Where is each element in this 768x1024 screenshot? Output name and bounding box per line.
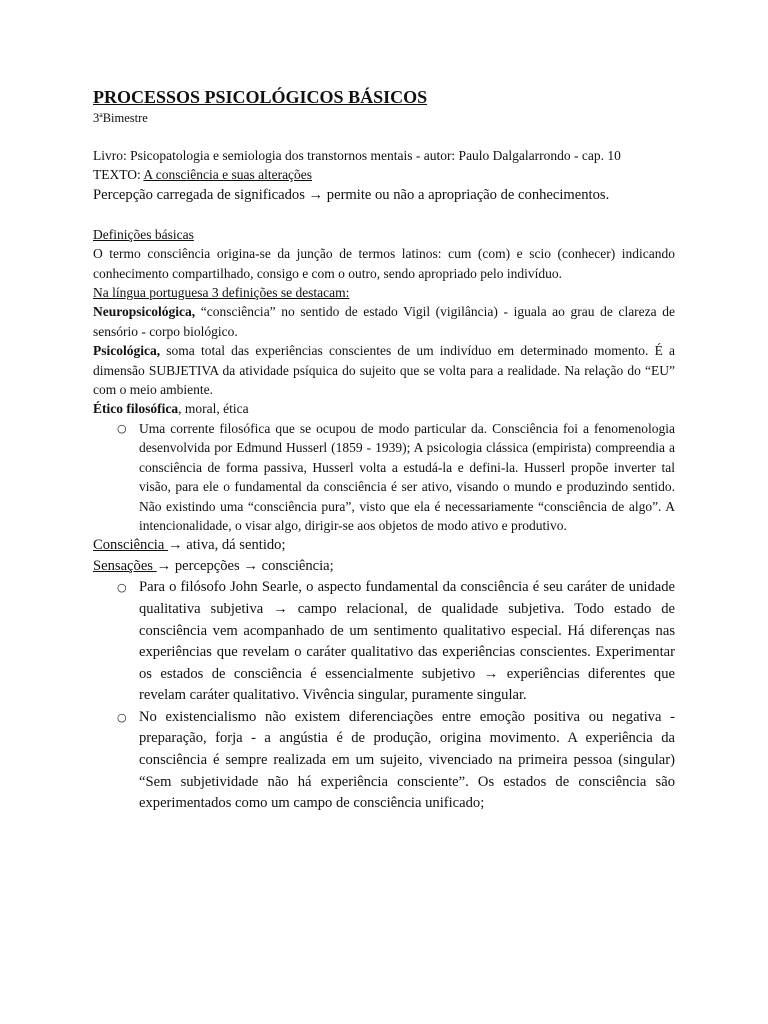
list-item-text: Uma corrente filosófica que se ocupou de modo particular da. Consciência foi a fenomenologia desenvolvida por Edmund Husserl (1859 - 1939); A psicologia clássica (empirista) compreendia a consciência de forma passiva, Husserl volta a estudá-la e defini-la. Husserl propõe inverter tal visão, para ele o fundamental da consciência é ser ativo, visando o mundo e produzindo sentido. Não existindo uma “consciência pura”, visto que ela é necessariamente “consciência de algo”. A intencionalidade, o visar algo, dirigir-se aos objetos de modo ativo e produtivo.: [139, 420, 675, 533]
list-item: [93, 577, 675, 707]
book-reference: Livro: Psicopatologia e semiologia dos transtornos mentais - autor: Paulo Dalgalarrondo - cap. 10: [93, 148, 621, 163]
list-item: [93, 707, 675, 815]
bullet-list-2: [93, 577, 675, 815]
definition-term: Neuropsicológica,: [93, 304, 196, 320]
document-title: PROCESSOS PSICOLÓGICOS BÁSICOS: [93, 87, 428, 107]
percepcao-line: Percepção carregada de significados → permite ou não a apropriação de conhecimentos.: [93, 186, 610, 203]
definicoes-heading: [93, 225, 675, 244]
circle-bullet-icon: ○: [117, 581, 127, 595]
lingua-heading: [93, 283, 675, 302]
consciencia-label: Consciência: [93, 537, 168, 554]
definicoes-heading-text: Definições básicas: [93, 226, 194, 242]
list-item-text: No existencialismo não existem diferenciações entre emoção positiva ou negativa - preparação, forja - a angústia é de produção, origina movimento. A experiência da consciência é sempre realizada em um sujeito, vivenciado na primeira pessoa (singular) “Sem subjetividade não há experiência consciente”. Os estados de consciência são experimentados como um campo de consciência unificado;: [139, 708, 675, 812]
circle-bullet-icon: ○: [117, 421, 127, 435]
bullet-list-1: [93, 419, 675, 535]
sensacoes-line: [93, 556, 675, 577]
definition-term: Ético filosófica: [93, 401, 179, 417]
list-item-text: Para o filósofo John Searle, o aspecto fundamental da consciência é seu caráter de unidade qualitativa subjetiva → campo relacional, de qualidade subjetiva. Todo estado de consciência vem acompanhado de um sentimento qualitativo especial. Há diferenças nas experiências que revelam o caráter qualitativo das experiências conscientes. Experimentar os estados de consciência é essencialmente subjetivo → experiências diferentes que revelam caráter qualitativo. Vivência singular, puramente singular.: [139, 579, 675, 704]
definition-psicologica: [93, 341, 675, 399]
definition-text: “consciência” no sentido de estado Vigil (vigilância) - iguala ao grau de clareza de sensório - corpo biológico.: [93, 304, 675, 339]
lingua-heading-text: Na língua portuguesa 3 definições se destacam:: [93, 285, 350, 301]
consciencia-line: [93, 535, 675, 556]
definition-term: Psicológica,: [93, 343, 161, 359]
definition-neuropsicologica: [93, 302, 675, 341]
texto-title: A consciência e suas alterações: [143, 167, 313, 183]
document-page: [93, 85, 675, 815]
definition-etico: [93, 399, 675, 418]
bimestre-label: 3ªBimestre: [93, 111, 148, 125]
termo-paragraph: O termo consciência origina-se da junção de termos latinos: cum (com) e scio (conhecer) indicando conhecimento compartilhado, consigo e com o outro, sendo apropriado pelo indivíduo.: [93, 246, 675, 281]
circle-bullet-icon: ○: [117, 710, 127, 724]
texto-label: TEXTO:: [93, 167, 144, 183]
sensacoes-label: Sensações: [93, 558, 157, 575]
definition-text: soma total das experiências conscientes de um indivíduo em determinado momento. É a dimensão SUBJETIVA da atividade psíquica do sujeito que se volta para a realidade. Na relação do “EU” com o meio ambiente.: [93, 343, 675, 398]
sensacoes-text: → percepções → consciência;: [156, 558, 334, 575]
consciencia-text: → ativa, dá sentido;: [167, 537, 286, 554]
list-item: [93, 419, 675, 535]
definition-text: , moral, ética: [178, 401, 249, 417]
texto-line: [93, 165, 675, 184]
